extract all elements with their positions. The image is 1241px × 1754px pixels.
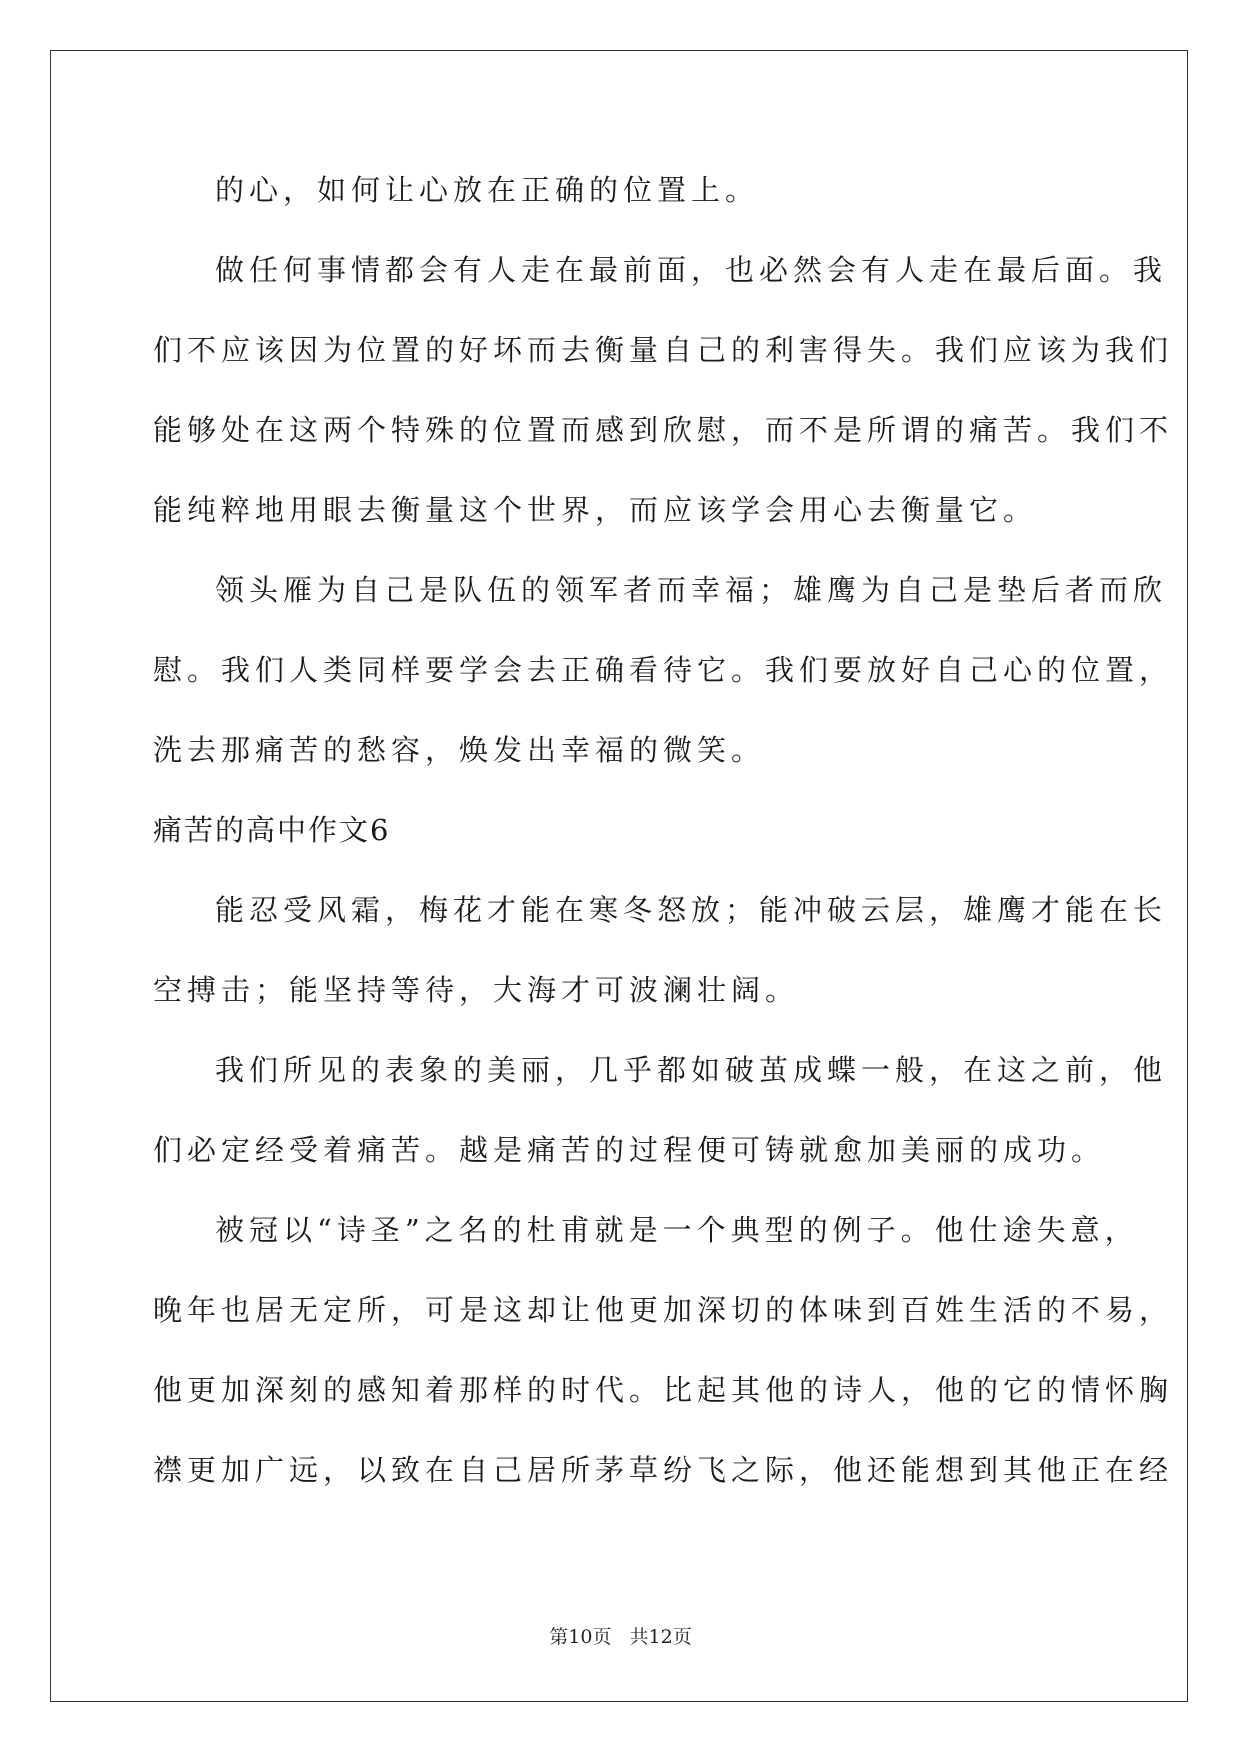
text-line: 慰。我们人类同样要学会去正确看待它。我们要放好自己心的位置， [153, 653, 1174, 687]
paragraph-first-line: 被冠以“诗圣”之名的杜甫就是一个典型的例子。他仕途失意， [215, 1213, 1139, 1247]
text-line: 洗去那痛苦的愁容，焕发出幸福的微笑。 [153, 733, 766, 767]
page-number: 第10页 [549, 1626, 612, 1648]
paragraph-first-line: 做任何事情都会有人走在最前面，也必然会有人走在最后面。我 [215, 253, 1168, 287]
text-line: 空搏击；能坚持等待，大海才可波澜壮阔。 [153, 973, 800, 1007]
text-line: 们必定经受着痛苦。越是痛苦的过程便可铸就愈加美丽的成功。 [153, 1133, 1106, 1167]
text-line: 能纯粹地用眼去衡量这个世界，而应该学会用心去衡量它。 [153, 493, 1038, 527]
text-line: 能够处在这两个特殊的位置而感到欣慰，而不是所谓的痛苦。我们不 [153, 413, 1174, 447]
paragraph-first-line: 能忍受风霜，梅花才能在寒冬怒放；能冲破云层，雄鹰才能在长 [215, 893, 1168, 927]
page-footer [0, 1622, 1241, 1649]
page-total: 共12页 [629, 1626, 692, 1648]
text-line: 们不应该因为位置的好坏而去衡量自己的利害得失。我们应该为我们 [153, 333, 1174, 367]
text-line: 他更加深刻的感知着那样的时代。比起其他的诗人，他的它的情怀胸 [153, 1373, 1174, 1407]
text-line: 晚年也居无定所，可是这却让他更加深切的体味到百姓生活的不易， [153, 1293, 1174, 1327]
paragraph-first-line: 领头雁为自己是队伍的领军者而幸福；雄鹰为自己是垫后者而欣 [215, 573, 1168, 607]
paragraph-first-line: 我们所见的表象的美丽，几乎都如破茧成蝶一般，在这之前，他 [215, 1053, 1168, 1087]
text-line: 的心，如何让心放在正确的位置上。 [215, 173, 760, 207]
text-line: 襟更加广远，以致在自己居所茅草纷飞之际，他还能想到其他正在经 [153, 1453, 1174, 1487]
section-heading: 痛苦的高中作文6 [153, 813, 391, 847]
